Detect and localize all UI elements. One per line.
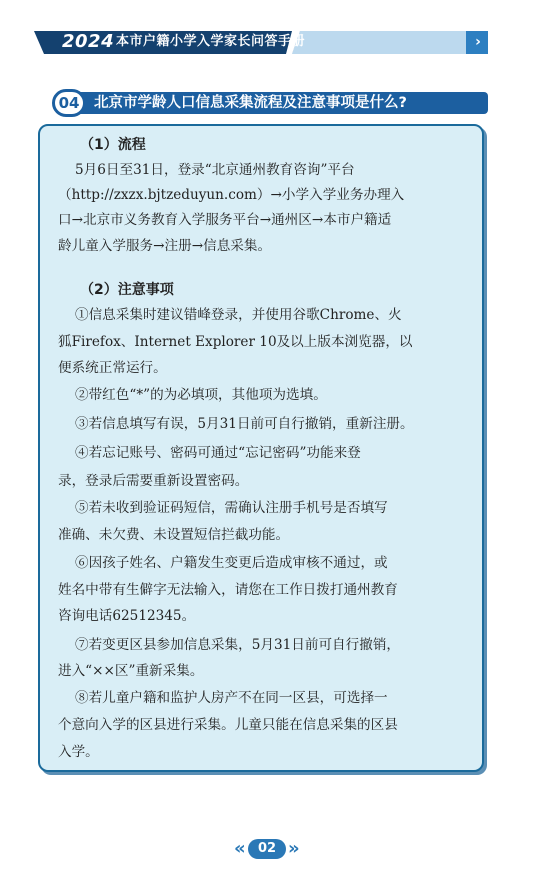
note-line: 狐Firefox、Internet Explorer 10及以上版本浏览器，以 [58, 334, 413, 350]
note-line: 进入“××区”重新采集。 [58, 663, 204, 679]
note-line: 个意向入学的区县进行采集。儿童只能在信息采集的区县 [58, 717, 398, 733]
note-line: 咨询电话62512345。 [58, 608, 196, 624]
note-line: ⑧若儿童户籍和监护人房产不在同一区县，可选择一 [75, 690, 388, 706]
section-heading-notes: （2）注意事项 [80, 282, 174, 298]
header-title: 本市户籍小学入学家长问答手册 [116, 34, 306, 49]
note-line: 便系统正常运行。 [58, 360, 167, 376]
note-line: ⑥因孩子姓名、户籍发生变更后造成审核不通过，或 [75, 555, 388, 571]
page-header [0, 0, 534, 58]
chevron-left-icon: « [234, 838, 246, 859]
note-line: ①信息采集时建议错峰登录，并使用谷歌Chrome、火 [75, 307, 402, 323]
chevron-right-icon: » [288, 838, 300, 859]
section-heading-process: （1）流程 [80, 137, 146, 153]
note-line: ④若忘记账号、密码可通过“忘记密码”功能来登 [75, 445, 361, 461]
note-line: 准确、未欠费、未设置短信拦截功能。 [58, 527, 290, 543]
note-line: 姓名中带有生僻字无法输入，请您在工作日拨打通州教育 [58, 582, 398, 598]
question-number-badge: 04 [52, 89, 86, 117]
flow-line: 龄儿童入学服务→注册→信息采集。 [58, 238, 272, 254]
note-line: ③若信息填写有误，5月31日前可自行撤销，重新注册。 [75, 416, 414, 432]
page-number-label: 02 [248, 839, 286, 859]
flow-line: （http://zxzx.bjtzeduyun.com）→小学入学业务办理入 [58, 187, 405, 203]
note-line: 入学。 [58, 744, 99, 760]
chevron-right-icon: › [475, 34, 481, 50]
question-banner [52, 89, 488, 117]
flow-line: 5月6日至31日，登录“北京通州教育咨询”平台 [75, 162, 355, 178]
note-line: ②带红色“*”的为必填项，其他项为选填。 [75, 387, 327, 403]
header-year: 2024 [62, 31, 115, 52]
note-line: ⑦若变更区县参加信息采集，5月31日前可自行撤销， [75, 637, 401, 653]
question-title: 北京市学龄人口信息采集流程及注意事项是什么? [94, 95, 407, 111]
flow-line: 口→北京市义务教育入学服务平台→通州区→本市户籍适 [58, 212, 392, 228]
page-number [232, 837, 302, 861]
note-line: ⑤若未收到验证码短信，需确认注册手机号是否填写 [75, 500, 388, 516]
note-line: 录，登录后需要重新设置密码。 [58, 473, 249, 489]
